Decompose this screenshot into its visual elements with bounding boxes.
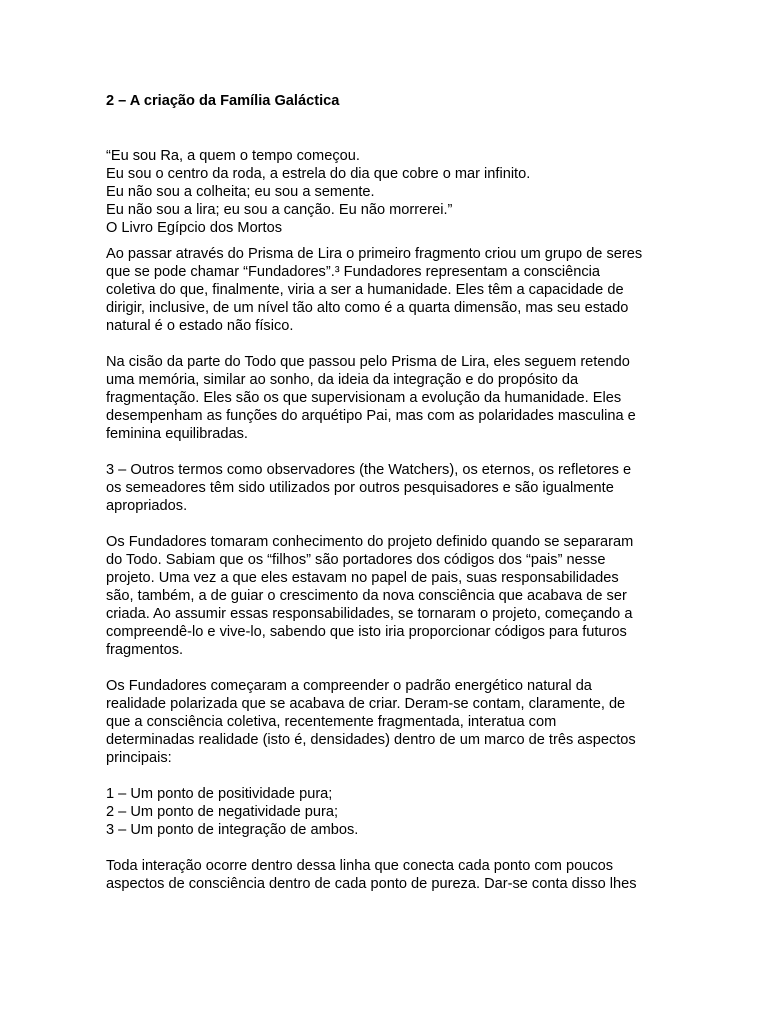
paragraph-line: compreendê-lo e vive-lo, sabendo que isto iria proporcionar códigos para futuros xyxy=(106,624,627,640)
paragraph-line: os semeadores têm sido utilizados por outros pesquisadores e são igualmente xyxy=(106,480,614,496)
paragraph-line: fragmentação. Eles são os que supervisionam a evolução da humanidade. Eles xyxy=(106,390,622,406)
paragraph-line: do Todo. Sabiam que os “filhos” são portadores dos códigos dos “pais” nesse xyxy=(106,552,606,568)
paragraph-line: projeto. Uma vez a que eles estavam no papel de pais, suas responsabilidades xyxy=(106,570,619,586)
poem-line: “Eu sou Ra, a quem o tempo começou. xyxy=(106,148,360,164)
paragraph-line: aspectos de consciência dentro de cada ponto de pureza. Dar-se conta disso lhes xyxy=(106,876,637,892)
paragraph-line: apropriados. xyxy=(106,498,188,514)
poem-source: O Livro Egípcio dos Mortos xyxy=(106,220,283,236)
aspects-list xyxy=(106,785,666,839)
paragraph-line: Toda interação ocorre dentro dessa linha que conecta cada ponto com poucos xyxy=(106,858,614,874)
paragraph-project xyxy=(106,533,666,659)
poem-line: Eu sou o centro da roda, a estrela do dia que cobre o mar infinito. xyxy=(106,166,531,182)
paragraph-line: são, também, a de guiar o crescimento da nova consciência que acabava de ser xyxy=(106,588,627,604)
paragraph-line: uma memória, similar ao sonho, da ideia da integração e do propósito da xyxy=(106,372,579,388)
poem-line: Eu não sou a lira; eu sou a canção. Eu não morrerei.” xyxy=(106,202,453,218)
paragraph-cision xyxy=(106,353,666,443)
paragraph-line: Os Fundadores começaram a compreender o padrão energético natural da xyxy=(106,678,592,694)
paragraph-line: que se pode chamar “Fundadores”.³ Fundadores representam a consciência xyxy=(106,264,601,280)
paragraph-energy-pattern xyxy=(106,677,666,767)
epigraph-poem xyxy=(106,147,666,237)
paragraph-line: Ao passar através do Prisma de Lira o primeiro fragmento criou um grupo de seres xyxy=(106,246,643,262)
paragraph-interaction xyxy=(106,857,666,893)
paragraph-line: Os Fundadores tomaram conhecimento do projeto definido quando se separaram xyxy=(106,534,634,550)
paragraph-line: que a consciência coletiva, recentemente fragmentada, interatua com xyxy=(106,714,557,730)
list-item: 1 – Um ponto de positividade pura; xyxy=(106,786,333,802)
paragraph-line: fragmentos. xyxy=(106,642,184,658)
paragraph-line: coletiva do que, finalmente, viria a ser a humanidade. Eles têm a capacidade de xyxy=(106,282,624,298)
chapter-title: 2 – A criação da Família Galáctica xyxy=(106,93,340,109)
document-page xyxy=(106,91,666,893)
paragraph-line: dirigir, inclusive, de um nível tão alto como é a quarta dimensão, mas seu estado xyxy=(106,300,629,316)
paragraph-line: desempenham as funções do arquétipo Pai, mas com as polaridades masculina e xyxy=(106,408,636,424)
paragraph-line: criada. Ao assumir essas responsabilidades, se tornaram o projeto, começando a xyxy=(106,606,633,622)
paragraph-line: Na cisão da parte do Todo que passou pelo Prisma de Lira, eles seguem retendo xyxy=(106,354,630,370)
paragraph-line: 3 – Outros termos como observadores (the Watchers), os eternos, os refletores e xyxy=(106,462,632,478)
paragraph-line: realidade polarizada que se acabava de criar. Deram-se contam, claramente, de xyxy=(106,696,626,712)
paragraph-line: principais: xyxy=(106,750,172,766)
paragraph-line: natural é o estado não físico. xyxy=(106,318,294,334)
list-item: 3 – Um ponto de integração de ambos. xyxy=(106,822,359,838)
poem-line: Eu não sou a colheita; eu sou a semente. xyxy=(106,184,375,200)
paragraph-line: determinadas realidade (isto é, densidades) dentro de um marco de três aspectos xyxy=(106,732,636,748)
footnote-3 xyxy=(106,461,666,515)
list-item: 2 – Um ponto de negatividade pura; xyxy=(106,804,339,820)
paragraph-founders xyxy=(106,245,666,335)
paragraph-line: feminina equilibradas. xyxy=(106,426,248,442)
